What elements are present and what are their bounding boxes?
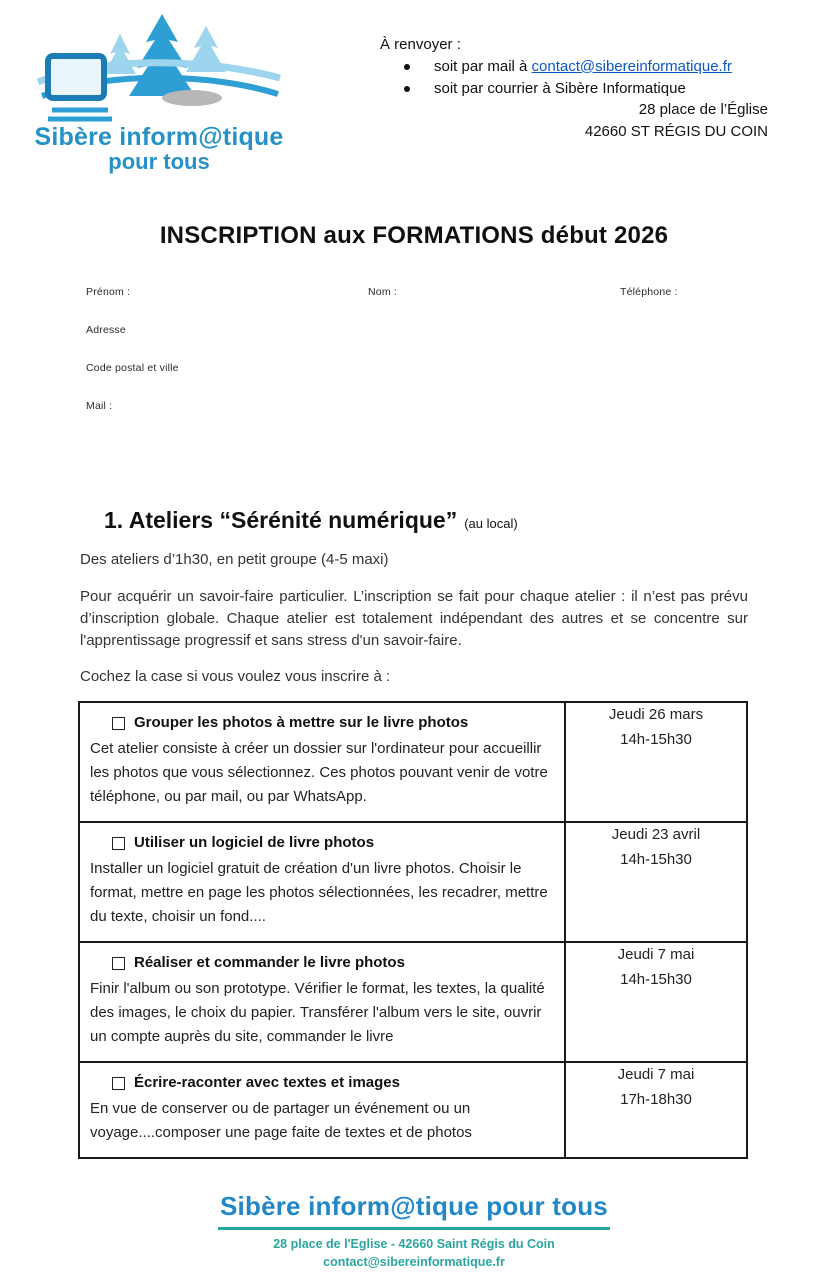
send-to-address-line1: 28 place de l’Église [638,101,768,119]
table-row [79,702,747,822]
footer [0,1191,828,1285]
code-postal-label: Code postal et ville [86,362,179,375]
send-to-courier-text: soit par courrier à Sibère Informatique [434,79,686,97]
workshop-description: Installer un logiciel gratuit de création d'un livre photos. Choisir le format, mettre en page les photos sélectionnées, les recadrer, mettre du texte, choisir un fond.... [90,860,548,926]
workshop-schedule-cell [565,942,747,1062]
telephone-label: Téléphone : [620,286,678,299]
footer-divider [218,1227,610,1230]
workshop-time: 14h-15h30 [620,850,692,868]
send-to-mail-prefix: soit par mail à [434,57,532,75]
section-heading-text: 1. Ateliers “Sérénité numérique” [104,507,458,534]
bullet-icon [404,64,410,70]
page-title: INSCRIPTION aux FORMATIONS début 2026 [159,222,669,250]
header [0,0,828,174]
workshop-title-line [90,711,552,735]
prenom-label: Prénom : [86,286,131,299]
workshop-checkbox[interactable] [112,837,125,850]
workshop-title-line [90,1071,552,1095]
workshop-cell [79,702,565,822]
send-to-block [378,12,770,142]
workshop-time: 14h-15h30 [620,730,692,748]
workshop-title: Grouper les photos à mettre sur le livre photos [134,714,469,732]
workshop-cell [79,822,565,942]
send-to-mail-item [378,58,770,77]
section-instruction: Cochez la case si vous voulez vous inscrire à : [80,668,391,686]
send-to-address-line2: 42660 ST RÉGIS DU COIN [584,123,768,140]
workshop-description: En vue de conserver ou de partager un événement ou un voyage....composer une page faite de textes et de photos [90,1100,472,1142]
workshop-date: Jeudi 26 mars [608,706,704,724]
workshop-cell [79,942,565,1062]
workshop-date: Jeudi 7 mai [617,946,695,964]
workshop-time: 17h-18h30 [620,1090,692,1108]
workshop-description: Cet atelier consiste à créer un dossier sur l'ordinateur pour accueillir les photos que vous sélectionnez. Ces photos pouvant venir de votre téléphone, ou par mail, ou par WhatsApp. [90,740,548,806]
workshop-title-line [90,951,552,975]
send-to-list [378,58,770,99]
logo-title: Sibère inform@tique [34,123,284,151]
send-to-courier-item [378,80,770,99]
form-row-identity [86,286,750,298]
workshop-time: 14h-15h30 [620,970,692,988]
adresse-label: Adresse [86,324,126,337]
workshop-date: Jeudi 7 mai [617,1066,695,1084]
logo-subtitle: pour tous [108,149,210,175]
workshop-description: Finir l'album ou son prototype. Vérifier le format, les textes, la qualité des images, le choix du papier. Transférer l'album vers le site, ouvrir un compte auprès du site, commander le livre [90,980,545,1046]
workshop-title-line [90,831,552,855]
workshop-checkbox[interactable] [112,957,125,970]
footer-title: Sibère inform@tique pour tous [220,1191,608,1222]
table-row [79,822,747,942]
section-intro: Des ateliers d’1h30, en petit groupe (4-5 maxi) [80,551,389,569]
logo [28,12,290,174]
workshop-schedule-cell [565,822,747,942]
nom-label: Nom : [368,286,398,299]
table-row [79,1062,747,1158]
workshop-checkbox[interactable] [112,1077,125,1090]
bullet-icon [404,86,410,92]
section-heading [104,507,828,534]
send-to-heading: À renvoyer : [380,36,461,53]
logo-illustration-icon [34,12,284,130]
footer-email: contact@sibereinformatique.fr [323,1254,505,1269]
table-row [79,942,747,1062]
workshop-schedule-cell [565,702,747,822]
workshop-title: Écrire-raconter avec textes et images [134,1074,400,1092]
workshop-title: Réaliser et commander le livre photos [134,954,405,972]
contact-email-link[interactable]: contact@sibereinformatique.fr [531,57,732,75]
footer-address: 28 place de l'Eglise - 42660 Saint Régis du Coin [273,1237,555,1252]
workshop-title: Utiliser un logiciel de livre photos [134,834,375,852]
workshop-schedule-cell [565,1062,747,1158]
registration-form [86,286,750,412]
section-heading-suffix: (au local) [464,516,518,532]
workshop-checkbox[interactable] [112,717,125,730]
workshops-table [78,701,748,1159]
mail-label: Mail : [86,400,113,413]
workshop-cell [79,1062,565,1158]
section-description: Pour acquérir un savoir-faire particulier. L’inscription se fait pour chaque atelier : il n’est pas prévu d’inscription globale. Chaque atelier est totalement indépendant des autres et se concentre sur l'apprentissage progressif et sans stress d'un savoir-faire. [80,588,748,649]
workshop-date: Jeudi 23 avril [611,826,701,844]
